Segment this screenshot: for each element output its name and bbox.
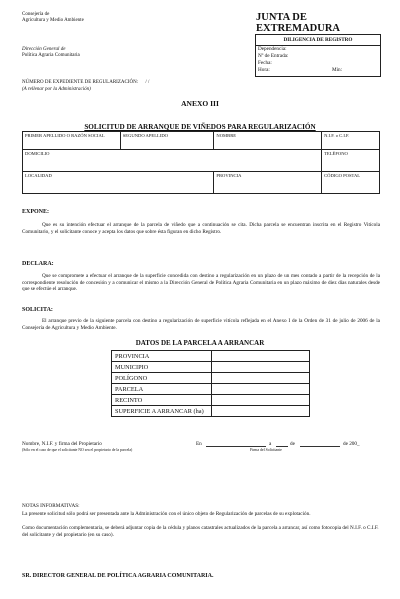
expediente-label: NÚMERO DE EXPEDIENTE DE REGULARIZACIÓN: bbox=[22, 80, 139, 85]
day-label: a bbox=[269, 441, 272, 447]
dept-line-1: Dirección General de bbox=[22, 47, 66, 52]
parcel-row-label: RECINTO bbox=[112, 395, 212, 406]
place-label: En bbox=[196, 441, 202, 447]
field-provincia[interactable] bbox=[214, 172, 322, 194]
addressee: SR. DIRECTOR GENERAL DE POLÍTICA AGRARIA COMUNITARIA. bbox=[22, 573, 214, 579]
notas-paragraph-1: La presente solicitud sólo podrá ser presentada ante la Administración con el único objeto de Regularización de parcelas de su explotación. bbox=[22, 511, 311, 517]
parcel-provincia-input[interactable] bbox=[212, 351, 310, 362]
field-localidad[interactable] bbox=[23, 172, 214, 194]
solicita-heading: SOLICITA: bbox=[22, 307, 53, 313]
notas-paragraph-2: Como documentación complementaria, se deberá adjuntar copia de la cédula y planos catastrales actualizados de la parcela a arrancar, así como fotocopia del N.I.F. o C.I.F. del solicitante y del propietario (en su caso). bbox=[22, 525, 379, 538]
registro-fecha: Fecha: bbox=[258, 60, 272, 66]
notas-heading: NOTAS INFORMATIVAS: bbox=[22, 503, 80, 509]
parcel-recinto-input[interactable] bbox=[212, 395, 310, 406]
field-primer-apellido[interactable] bbox=[23, 132, 121, 150]
field-nif[interactable] bbox=[322, 132, 380, 150]
junta-line-2: EXTREMADURA bbox=[256, 23, 340, 34]
registro-hora: Hora: bbox=[258, 67, 270, 73]
junta-logo-text bbox=[256, 12, 340, 34]
field-label: CÓDIGO POSTAL bbox=[324, 173, 361, 178]
field-label: NOMBRE bbox=[216, 133, 237, 138]
signature-label: Nombre, N.I.F. y firma del Propietario bbox=[22, 441, 102, 447]
solicita-text: El arranque previo de la siguiente parcela con destino a regularización de superficie vitícola reflejada en el Anexo I de la Orden de 31 de julio de 2006 de la Consejería de Agricultura y Medio Ambiente. bbox=[22, 318, 380, 331]
parcel-parcela-input[interactable] bbox=[212, 384, 310, 395]
form-title: SOLICITUD DE ARRANQUE DE VIÑEDOS PARA REGULARIZACIÓN bbox=[84, 123, 316, 131]
field-label: PROVINCIA bbox=[216, 173, 242, 178]
field-domicilio[interactable] bbox=[23, 150, 322, 172]
year-label: de 200_ bbox=[343, 441, 360, 447]
field-label: LOCALIDAD bbox=[25, 173, 52, 178]
junta-line-1: JUNTA DE bbox=[256, 12, 307, 23]
declara-text: Que se compromete a efectuar el arranque de la superficie concedida con destino a regularización en un plazo de un mes contado a partir de la recepción de la correspondiente resolución de concesión y a comunicar el mismo a la Dirección General de Política Agraria Comunitaria en un plazo máximo de diez días naturales desde que se efectúe el arranque. bbox=[22, 273, 380, 293]
field-label: PRIMER APELLIDO O RAZÓN SOCIAL bbox=[25, 133, 105, 138]
org-block bbox=[22, 12, 84, 24]
parcel-row-label: SUPERFICIE A ARRANCAR (ha) bbox=[112, 406, 212, 417]
registro-min: Min: bbox=[332, 67, 343, 73]
field-label: DOMICILIO bbox=[25, 151, 50, 156]
annex-title: ANEXO III bbox=[181, 99, 219, 108]
field-segundo-apellido[interactable] bbox=[120, 132, 214, 150]
place-input[interactable] bbox=[206, 441, 266, 447]
parcel-row-label: PARCELA bbox=[112, 384, 212, 395]
field-label: SEGUNDO APELLIDO bbox=[122, 133, 169, 138]
org-line-2: Agricultura y Medio Ambiente bbox=[22, 18, 84, 23]
signature-note: (Sólo en el caso de que el solicitante NO sea el propietario de la parcela) bbox=[22, 448, 133, 452]
dept-line-2: Política Agraria Comunitaria bbox=[22, 53, 80, 58]
registro-entrada: Nº de Entrada: bbox=[258, 53, 289, 59]
parcel-row-label: POLÍGONO bbox=[112, 373, 212, 384]
firma-label: Firma del Solicitante bbox=[250, 448, 282, 452]
field-label: N.I.F. o C.I.F. bbox=[324, 133, 350, 138]
day-input[interactable] bbox=[276, 441, 288, 447]
expone-heading: EXPONE: bbox=[22, 209, 49, 215]
declara-heading: DECLARA: bbox=[22, 261, 54, 267]
registro-dependencia: Dependencia: bbox=[258, 46, 287, 52]
expediente-row bbox=[22, 80, 149, 86]
month-input[interactable] bbox=[300, 441, 340, 447]
parcel-row-label: MUNICIPIO bbox=[112, 362, 212, 373]
applicant-table bbox=[22, 131, 380, 194]
registro-box bbox=[255, 34, 381, 77]
dept-block bbox=[22, 47, 80, 59]
field-telefono[interactable] bbox=[322, 150, 380, 172]
parcel-table bbox=[111, 350, 310, 417]
field-label: TELÉFONO bbox=[324, 151, 348, 156]
field-nombre[interactable] bbox=[214, 132, 322, 150]
month-label: de bbox=[290, 441, 295, 447]
registro-title: DILIGENCIA DE REGISTRO bbox=[283, 37, 353, 43]
expediente-note: (A rellenar por la Administración) bbox=[22, 87, 91, 92]
field-codigo-postal[interactable] bbox=[322, 172, 380, 194]
parcel-title: DATOS DE LA PARCELA A ARRANCAR bbox=[135, 339, 265, 347]
parcel-poligono-input[interactable] bbox=[212, 373, 310, 384]
org-line-1: Consejería de bbox=[22, 12, 50, 17]
expone-text: Que es su intención efectuar el arranque de la parcela de viñedo que a continuación se cita. Dicha parcela se encuentran inscrita en el Registro Vitícola Comunitario, y el solicitante conoce y acepta los datos que sobre ésta figuran en dicho Registro. bbox=[22, 222, 380, 235]
parcel-municipio-input[interactable] bbox=[212, 362, 310, 373]
expediente-number-field[interactable]: / / bbox=[145, 80, 150, 85]
parcel-row-label: PROVINCIA bbox=[112, 351, 212, 362]
parcel-superficie-input[interactable] bbox=[212, 406, 310, 417]
